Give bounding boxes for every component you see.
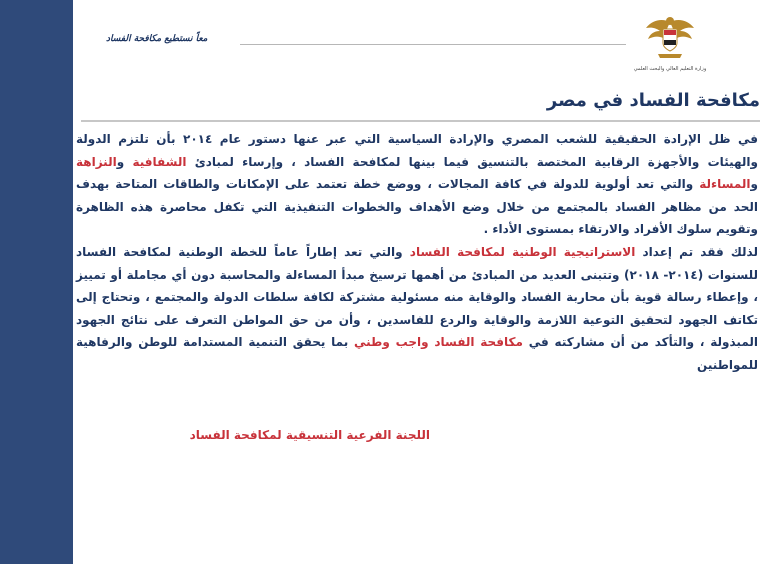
egypt-eagle-emblem-icon <box>640 12 700 62</box>
ministry-name: وزارة التعليم العالي والبحث العلمي <box>633 66 707 72</box>
body-text <box>76 128 758 377</box>
signature-committee: اللجنة الفرعية التنسيقية لمكافحة الفساد <box>189 428 430 442</box>
paragraph-1 <box>76 128 758 241</box>
paragraph-1-conjunction: و <box>750 177 758 192</box>
paragraph-1-text: والتي تعد أولوية للدولة في كافة المجالات ، ووضع خطة تعتمد على الإمكانات والطاقات المتاحة بهدف الحد من مظاهر الفساد بالمجتمع من خلال وضع الأهداف والخطوات التنفيذية التي تكفل محاصرة هذه الظاهرة وتقويم سلوك الأفراد والارتقاء بمستوى الأداء . <box>76 177 758 237</box>
highlight-accountability: المساءلة <box>699 177 751 192</box>
title-underline <box>81 120 760 122</box>
header-slogan-text: معاً نستطيع مكافحة الفساد <box>106 34 208 44</box>
paragraph-2 <box>76 241 758 377</box>
highlight-integrity: النزاهة <box>76 154 117 169</box>
page-title: مكافحة الفساد في مصر <box>546 90 760 111</box>
highlight-national-duty: مكافحة الفساد واجب وطني <box>354 335 523 350</box>
header-divider <box>240 44 626 45</box>
paragraph-2-text: لذلك فقد تم إعداد <box>635 244 758 259</box>
paragraph-2-text: بما يحقق التنمية المستدامة للوطن والرفاهية للمواطنين <box>76 335 758 372</box>
header-slogan <box>100 34 530 44</box>
highlight-national-strategy: الاستراتيجية الوطنية لمكافحة الفساد <box>409 244 636 259</box>
paragraph-1-text: في ظل الإرادة الحقيقية للشعب المصري والإرادة السياسية التي عبر عنها دستور عام ٢٠١٤ بأن تلتزم الدولة والهيئات والأجهزة الرقابية المختصة بالتنسيق فيما بينها لمكافحة الفساد ، وإرساء لمبادئ <box>76 132 758 169</box>
paragraph-1-conjunction: و <box>116 154 133 169</box>
paragraph-2-text: والتي تعد إطاراً عاماً للخطة الوطنية لمكافحة الفساد للسنوات (٢٠١٤- ٢٠١٨) وتتبنى العديد من المبادئ من أهمها ترسيخ مبدأ المساءلة والمحاسبة دون أي مجاملة أو تمييز ، وإعطاء رسالة قوية بأن محاربة الفساد والوقاية منه مسئولية مشتركة لكافة سلطات الدولة والمجتمع ، وتحتاج إلى تكاتف الجهود لتحقيق التوعية اللازمة والوقاية والردع للفاسدين ، وأن من حق المواطن التعرف على نتائج الجهود المبذولة ، والتأكد من أن مشاركته في <box>76 244 759 350</box>
highlight-transparency: الشفافية <box>132 154 187 169</box>
left-sidebar-bar <box>0 0 73 564</box>
